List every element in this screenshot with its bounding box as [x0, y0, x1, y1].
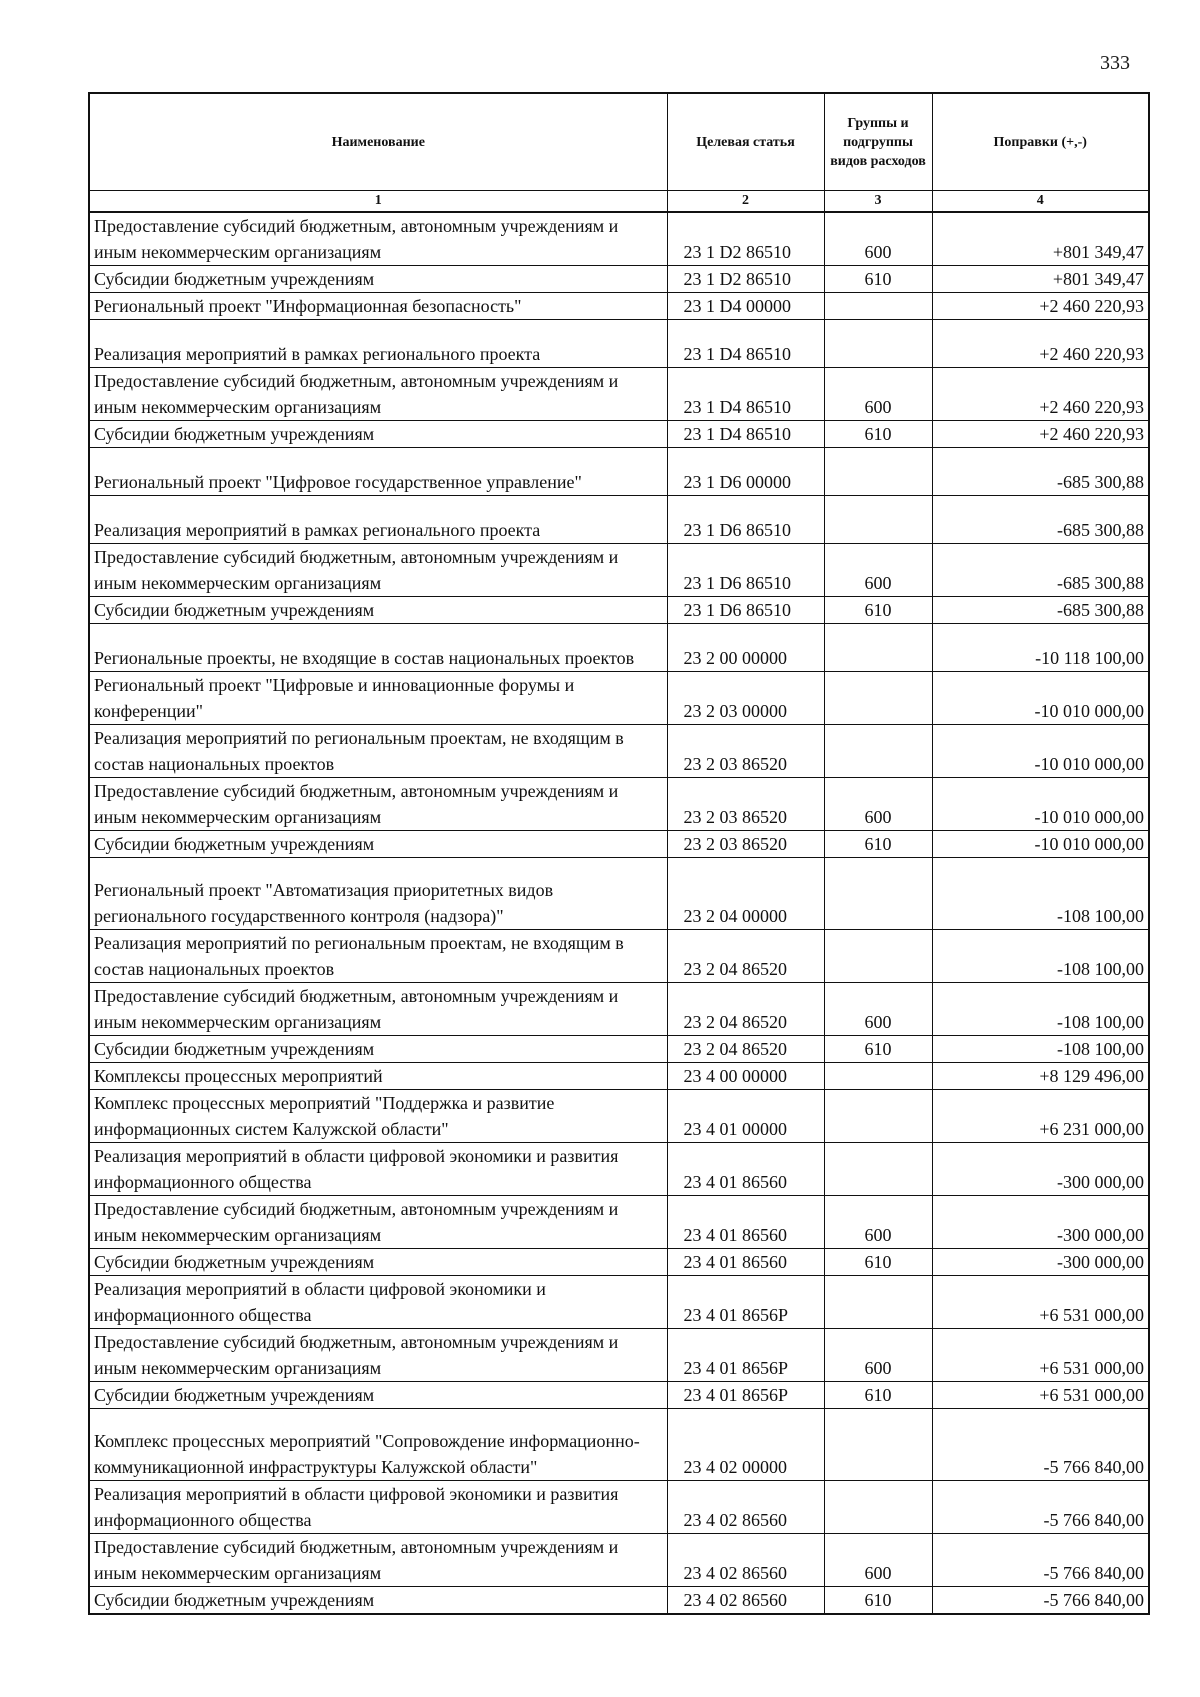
row-expense-group-cell: 610 — [824, 1587, 932, 1615]
table-header-row — [89, 93, 1149, 191]
row-expense-group-cell — [824, 1276, 932, 1329]
row-name-cell: Реализация мероприятий по региональным проектам, не входящим в состав национальных проектов — [89, 725, 667, 778]
table-row — [89, 544, 1149, 597]
row-amendment-cell: -10 010 000,00 — [932, 778, 1149, 831]
table-row — [89, 1329, 1149, 1382]
table-row — [89, 1481, 1149, 1534]
table-row — [89, 266, 1149, 293]
row-target-article-cell: 23 1 D4 86510 — [667, 421, 824, 448]
row-expense-group-cell: 610 — [824, 1382, 932, 1409]
row-name-cell: Комплекс процессных мероприятий "Поддержка и развитие информационных систем Калужской области" — [89, 1090, 667, 1143]
row-target-article-cell: 23 4 01 8656Р — [667, 1276, 824, 1329]
table-row — [89, 930, 1149, 983]
row-expense-group-cell — [824, 1090, 932, 1143]
row-expense-group-cell — [824, 1409, 932, 1481]
column-number-row — [89, 191, 1149, 213]
row-expense-group-cell: 600 — [824, 983, 932, 1036]
row-target-article-cell: 23 2 04 86520 — [667, 983, 824, 1036]
row-target-article-cell: 23 2 04 86520 — [667, 1036, 824, 1063]
row-expense-group-cell — [824, 293, 932, 320]
row-expense-group-cell: 600 — [824, 368, 932, 421]
row-name-cell: Предоставление субсидий бюджетным, автономным учреждениям и иным некоммерческим организациям — [89, 983, 667, 1036]
row-name-cell: Субсидии бюджетным учреждениям — [89, 1382, 667, 1409]
table-row — [89, 778, 1149, 831]
row-name-cell: Предоставление субсидий бюджетным, автономным учреждениям и иным некоммерческим организациям — [89, 1329, 667, 1382]
row-amendment-cell: -685 300,88 — [932, 544, 1149, 597]
table-row — [89, 293, 1149, 320]
row-target-article-cell: 23 4 02 00000 — [667, 1409, 824, 1481]
row-target-article-cell: 23 1 D6 86510 — [667, 496, 824, 544]
row-name-cell: Субсидии бюджетным учреждениям — [89, 597, 667, 624]
row-expense-group-cell — [824, 1063, 932, 1090]
row-name-cell: Реализация мероприятий в рамках регионального проекта — [89, 496, 667, 544]
table-row — [89, 1587, 1149, 1615]
table-body — [89, 212, 1149, 1614]
table-row — [89, 858, 1149, 930]
row-amendment-cell: +6 531 000,00 — [932, 1329, 1149, 1382]
table-row — [89, 1063, 1149, 1090]
page-number: 333 — [1100, 52, 1130, 74]
table-row — [89, 1276, 1149, 1329]
row-name-cell: Предоставление субсидий бюджетным, автономным учреждениям и иным некоммерческим организациям — [89, 1534, 667, 1587]
table-row — [89, 496, 1149, 544]
row-target-article-cell: 23 4 01 86560 — [667, 1196, 824, 1249]
row-amendment-cell: -5 766 840,00 — [932, 1534, 1149, 1587]
header-expense-groups: Группы и подгруппы видов расходов — [824, 93, 932, 191]
row-expense-group-cell: 600 — [824, 1196, 932, 1249]
row-expense-group-cell: 600 — [824, 212, 932, 266]
row-expense-group-cell: 600 — [824, 544, 932, 597]
row-name-cell: Комплекс процессных мероприятий "Сопровождение информационно-коммуникационной инфраструктуры Калужской области" — [89, 1409, 667, 1481]
row-expense-group-cell — [824, 1143, 932, 1196]
row-target-article-cell: 23 4 01 8656Р — [667, 1329, 824, 1382]
row-expense-group-cell — [824, 672, 932, 725]
table-row — [89, 368, 1149, 421]
table-row — [89, 624, 1149, 672]
table-row — [89, 1143, 1149, 1196]
row-amendment-cell: +2 460 220,93 — [932, 320, 1149, 368]
row-target-article-cell: 23 4 01 86560 — [667, 1249, 824, 1276]
row-name-cell: Региональный проект "Цифровое государственное управление" — [89, 448, 667, 496]
row-name-cell: Комплексы процессных мероприятий — [89, 1063, 667, 1090]
row-name-cell: Предоставление субсидий бюджетным, автономным учреждениям и иным некоммерческим организациям — [89, 544, 667, 597]
row-expense-group-cell: 610 — [824, 597, 932, 624]
table-row — [89, 725, 1149, 778]
table-row — [89, 1534, 1149, 1587]
row-expense-group-cell: 600 — [824, 1534, 932, 1587]
row-target-article-cell: 23 2 00 00000 — [667, 624, 824, 672]
table-row — [89, 1090, 1149, 1143]
row-target-article-cell: 23 2 04 00000 — [667, 858, 824, 930]
row-target-article-cell: 23 1 D4 00000 — [667, 293, 824, 320]
row-amendment-cell: -108 100,00 — [932, 983, 1149, 1036]
row-amendment-cell: +6 231 000,00 — [932, 1090, 1149, 1143]
row-name-cell: Предоставление субсидий бюджетным, автономным учреждениям и иным некоммерческим организациям — [89, 368, 667, 421]
row-expense-group-cell: 610 — [824, 1249, 932, 1276]
table-row — [89, 421, 1149, 448]
row-name-cell: Субсидии бюджетным учреждениям — [89, 1587, 667, 1615]
row-amendment-cell: -300 000,00 — [932, 1249, 1149, 1276]
row-name-cell: Региональный проект "Цифровые и инновационные форумы и конференции" — [89, 672, 667, 725]
row-name-cell: Региональный проект "Информационная безопасность" — [89, 293, 667, 320]
row-target-article-cell: 23 1 D6 86510 — [667, 597, 824, 624]
row-target-article-cell: 23 4 01 8656Р — [667, 1382, 824, 1409]
row-expense-group-cell: 610 — [824, 421, 932, 448]
row-target-article-cell: 23 2 03 86520 — [667, 831, 824, 858]
row-expense-group-cell — [824, 930, 932, 983]
row-amendment-cell: -10 010 000,00 — [932, 725, 1149, 778]
row-amendment-cell: +8 129 496,00 — [932, 1063, 1149, 1090]
row-name-cell: Реализация мероприятий в области цифровой экономики и развития информационного общества — [89, 1143, 667, 1196]
row-target-article-cell: 23 4 01 00000 — [667, 1090, 824, 1143]
row-amendment-cell: +2 460 220,93 — [932, 368, 1149, 421]
table-row — [89, 1249, 1149, 1276]
row-amendment-cell: -685 300,88 — [932, 496, 1149, 544]
column-number: 4 — [932, 191, 1149, 213]
row-amendment-cell: -10 118 100,00 — [932, 624, 1149, 672]
table-row — [89, 597, 1149, 624]
row-amendment-cell: -5 766 840,00 — [932, 1587, 1149, 1615]
row-expense-group-cell: 610 — [824, 266, 932, 293]
row-target-article-cell: 23 1 D4 86510 — [667, 368, 824, 421]
row-target-article-cell: 23 1 D4 86510 — [667, 320, 824, 368]
row-target-article-cell: 23 1 D2 86510 — [667, 212, 824, 266]
row-target-article-cell: 23 2 03 86520 — [667, 778, 824, 831]
row-amendment-cell: -108 100,00 — [932, 858, 1149, 930]
row-amendment-cell: -108 100,00 — [932, 930, 1149, 983]
row-name-cell: Субсидии бюджетным учреждениям — [89, 1249, 667, 1276]
table-row — [89, 831, 1149, 858]
row-name-cell: Предоставление субсидий бюджетным, автономным учреждениям и иным некоммерческим организациям — [89, 1196, 667, 1249]
row-target-article-cell: 23 2 03 86520 — [667, 725, 824, 778]
row-amendment-cell: -685 300,88 — [932, 448, 1149, 496]
row-name-cell: Реализация мероприятий в рамках регионального проекта — [89, 320, 667, 368]
header-amendments: Поправки (+,-) — [932, 93, 1149, 191]
table-row — [89, 672, 1149, 725]
header-target-article: Целевая статья — [667, 93, 824, 191]
row-expense-group-cell — [824, 320, 932, 368]
row-target-article-cell: 23 1 D6 00000 — [667, 448, 824, 496]
row-target-article-cell: 23 2 03 00000 — [667, 672, 824, 725]
row-name-cell: Региональный проект "Автоматизация приоритетных видов регионального государственного контроля (надзора)" — [89, 858, 667, 930]
row-amendment-cell: +801 349,47 — [932, 212, 1149, 266]
row-amendment-cell: -5 766 840,00 — [932, 1481, 1149, 1534]
row-name-cell: Субсидии бюджетным учреждениям — [89, 831, 667, 858]
row-expense-group-cell — [824, 624, 932, 672]
table-row — [89, 1036, 1149, 1063]
row-amendment-cell: +2 460 220,93 — [932, 421, 1149, 448]
row-amendment-cell: +6 531 000,00 — [932, 1382, 1149, 1409]
row-target-article-cell: 23 4 02 86560 — [667, 1481, 824, 1534]
row-amendment-cell: -5 766 840,00 — [932, 1409, 1149, 1481]
row-name-cell: Субсидии бюджетным учреждениям — [89, 421, 667, 448]
row-name-cell: Субсидии бюджетным учреждениям — [89, 266, 667, 293]
row-amendment-cell: +6 531 000,00 — [932, 1276, 1149, 1329]
row-name-cell: Реализация мероприятий в области цифровой экономики и развития информационного общества — [89, 1481, 667, 1534]
column-number: 2 — [667, 191, 824, 213]
row-name-cell: Предоставление субсидий бюджетным, автономным учреждениям и иным некоммерческим организациям — [89, 212, 667, 266]
row-target-article-cell: 23 4 02 86560 — [667, 1534, 824, 1587]
column-number: 1 — [89, 191, 667, 213]
table-row — [89, 983, 1149, 1036]
row-target-article-cell: 23 1 D2 86510 — [667, 266, 824, 293]
row-amendment-cell: -300 000,00 — [932, 1196, 1149, 1249]
row-amendment-cell: -10 010 000,00 — [932, 831, 1149, 858]
row-target-article-cell: 23 4 02 86560 — [667, 1587, 824, 1615]
row-amendment-cell: +2 460 220,93 — [932, 293, 1149, 320]
row-expense-group-cell: 610 — [824, 1036, 932, 1063]
header-name: Наименование — [89, 93, 667, 191]
table-row — [89, 212, 1149, 266]
table-row — [89, 1409, 1149, 1481]
row-target-article-cell: 23 1 D6 86510 — [667, 544, 824, 597]
row-expense-group-cell — [824, 448, 932, 496]
row-expense-group-cell — [824, 496, 932, 544]
row-expense-group-cell — [824, 858, 932, 930]
table-row — [89, 1196, 1149, 1249]
table-row — [89, 1382, 1149, 1409]
table-row — [89, 448, 1149, 496]
budget-amendments-table — [88, 92, 1150, 1615]
row-name-cell: Предоставление субсидий бюджетным, автономным учреждениям и иным некоммерческим организациям — [89, 778, 667, 831]
row-name-cell: Реализация мероприятий в области цифровой экономики и информационного общества — [89, 1276, 667, 1329]
row-expense-group-cell — [824, 725, 932, 778]
row-expense-group-cell: 600 — [824, 778, 932, 831]
row-amendment-cell: -10 010 000,00 — [932, 672, 1149, 725]
row-name-cell: Региональные проекты, не входящие в состав национальных проектов — [89, 624, 667, 672]
row-target-article-cell: 23 2 04 86520 — [667, 930, 824, 983]
row-amendment-cell: -685 300,88 — [932, 597, 1149, 624]
column-number: 3 — [824, 191, 932, 213]
row-amendment-cell: -300 000,00 — [932, 1143, 1149, 1196]
row-name-cell: Субсидии бюджетным учреждениям — [89, 1036, 667, 1063]
row-name-cell: Реализация мероприятий по региональным проектам, не входящим в состав национальных проектов — [89, 930, 667, 983]
row-expense-group-cell — [824, 1481, 932, 1534]
row-amendment-cell: -108 100,00 — [932, 1036, 1149, 1063]
row-target-article-cell: 23 4 00 00000 — [667, 1063, 824, 1090]
row-expense-group-cell: 610 — [824, 831, 932, 858]
row-expense-group-cell: 600 — [824, 1329, 932, 1382]
table-row — [89, 320, 1149, 368]
row-target-article-cell: 23 4 01 86560 — [667, 1143, 824, 1196]
row-amendment-cell: +801 349,47 — [932, 266, 1149, 293]
